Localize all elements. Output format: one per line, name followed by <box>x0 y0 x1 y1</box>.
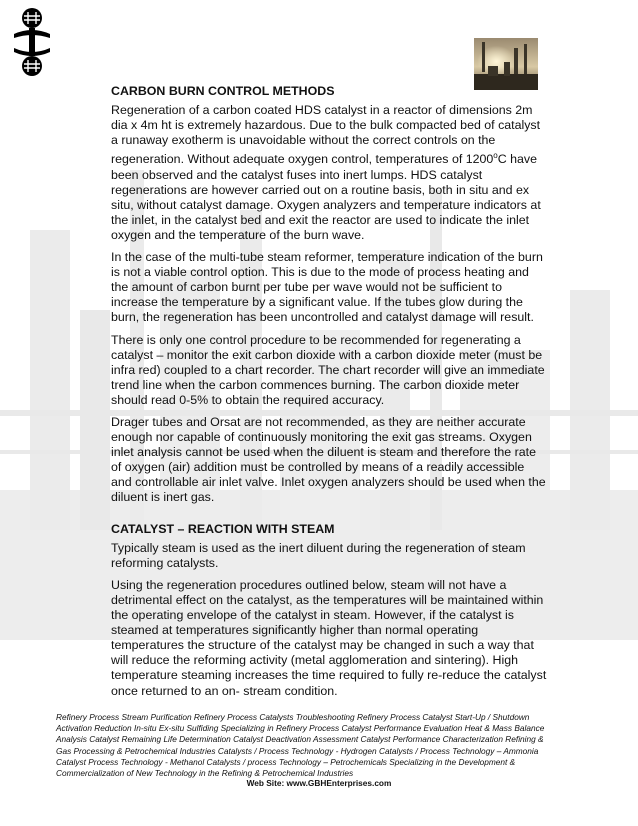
footer-website: Web Site: www.GBHEnterprises.com <box>246 778 392 788</box>
section-heading-carbon-burn: CARBON BURN CONTROL METHODS <box>111 84 335 98</box>
paragraph-5: Typically steam is used as the inert diluent during the regeneration of steam reforming catalysts. <box>111 540 526 570</box>
section-heading-steam: CATALYST – REACTION WITH STEAM <box>111 521 335 536</box>
refinery-photo <box>474 38 538 90</box>
paragraph-2: In the case of the multi-tube steam reformer, temperature indication of the burn is not a viable control option. This is due to the mode of process heating and the amount of carbon burnt per tube per wave would not be sufficient to increase the temperature by a significant value. If the tubes glow during the burn, the regeneration has been uncontrolled and catalyst damage will result. <box>111 250 543 325</box>
footer-services-text: Refinery Process Stream Purification Refinery Process Catalysts Troubleshooting Refinery Process Catalyst Start-Up / Shutdown Activation Reduction In-situ Ex-situ Sulfiding Specializing in Refinery Process Catalyst Performance Evaluation Heat & Mass Balance Analysis Catalyst Remaining Life Determination Catalyst Deactivation Assessment Catalyst Performance Characterization Refining & Gas Processing & Petrochemical Industries Catalysts / Process Technology - Hydrogen Catalysts / Process Technology – Ammonia Catalyst Process Technology - Methanol Catalysts / process Technology – Petrochemicals Specializing in the Development & Commercialization of New Technology in the Refining & Petrochemical Industries <box>56 712 545 779</box>
paragraph-1-end: C have been observed and the catalyst fuses into inert lumps. HDS catalyst regenerations are however carried out on a routine basis, both in situ and ex situ, without catalyst damage. Oxygen analyzers and temperature indicators at the inlet, in the catalyst bed and exit the reactor are used to indicate the inlet oxygen and the temperature of the burn wave. <box>111 152 541 242</box>
paragraph-1-start: Regeneration of a carbon coated HDS catalyst in a reactor of dimensions 2m dia x 4m ht is extremely hazardous. Due to the bulk compacted bed of catalyst a runaway exotherm is unavoidable without the correct controls on the regeneration. Without adequate oxygen control, temperatures of 1200 <box>111 103 541 167</box>
company-logo <box>10 6 54 78</box>
degree-superscript: o <box>493 151 498 161</box>
paragraph-6: Using the regeneration procedures outlined below, steam will not have a detrimental effect on the catalyst, as the temperatures will be maintained within the operating envelope of the catalyst in steam. However, if the catalyst is steamed at temperatures significantly higher than normal operating temperatures the structure of the catalyst may be changed in such a way that will reduce the reforming activity (metal agglomeration and sintering). High temperature steaming increases the time required to fully re-reduce the catalyst once returned to an on- stream condition. <box>111 577 547 698</box>
paragraph-4: Drager tubes and Orsat are not recommended, as they are neither accurate enough nor capable of continuously monitoring the exit gas streams. Oxygen inlet analysis cannot be used when the diluent is steam and therefore the rate of oxygen (air) addition must be controlled by means of a readily accessible and controllable air inlet valve. Inlet oxygen analyzers should be used when the diluent is inert gas. <box>111 415 546 505</box>
main-content <box>111 84 547 706</box>
paragraph-3: There is only one control procedure to be recommended for regenerating a catalyst – monitor the exit carbon dioxide with a carbon dioxide meter (must be infra red) coupled to a chart recorder. The chart recorder will give an immediate trend line when the carbon commences burning. The carbon dioxide meter should read 0-5% to obtain the required accuracy. <box>111 332 545 407</box>
paragraph-1 <box>111 103 547 243</box>
